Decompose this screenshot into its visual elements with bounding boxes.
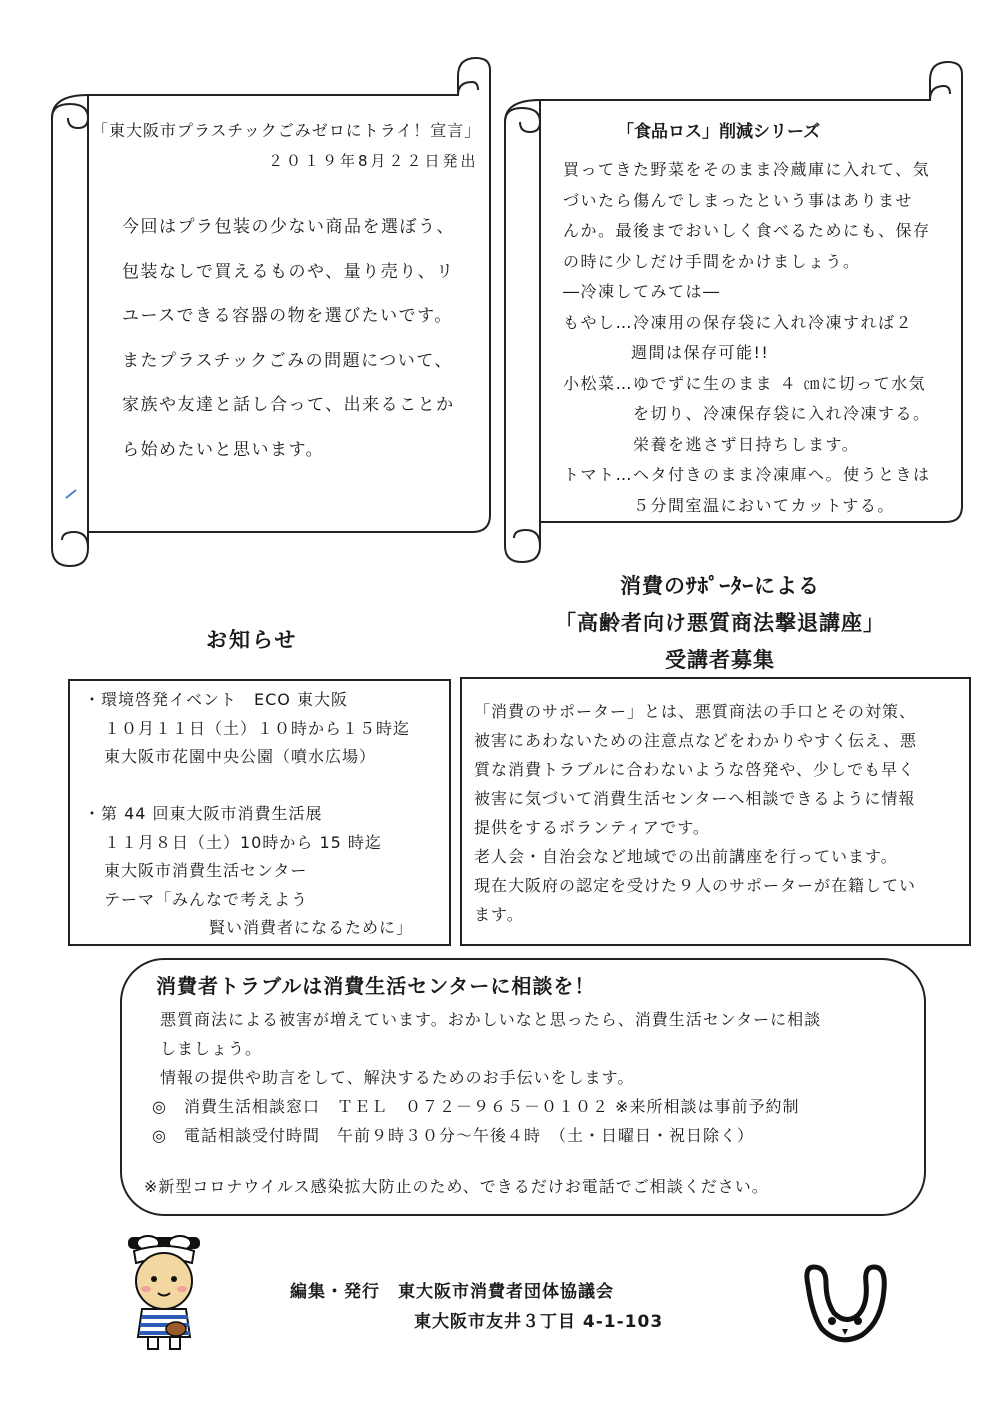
food-item-tomato-cont: ５分間室温においてカットする。 — [633, 495, 895, 515]
seminar-heading — [520, 568, 920, 679]
declaration-line: 包装なしで買えるものや、量り売り、リ — [122, 261, 455, 282]
declaration-line: またプラスチックごみの問題について、 — [122, 350, 453, 371]
event-eco-time: １０月１１日（土）１０時から１５時迄 — [104, 718, 411, 738]
event-exhibit-name: ・第 44 回東大阪市消費生活展 — [84, 804, 323, 823]
consult-content — [152, 1005, 822, 1150]
food-item-tomato: トマト…ヘタ付きのまま冷凍庫へ。使うときは — [563, 465, 931, 484]
notice-heading: お知らせ — [206, 628, 298, 652]
seminar-heading-line: 「高齢者向け悪質商法撃退講座」 — [555, 611, 885, 635]
seminar-line: 質な消費トラブルに合わないような啓発や、少しでも早く — [474, 760, 916, 779]
event-exhibit-time: １１月８日（土）10時から 15 時迄 — [104, 832, 382, 852]
event-exhibit-place: 東大阪市消費生活センター — [104, 861, 308, 880]
declaration-title: 「東大阪市プラスチックごみゼロにトライ！宣言」 — [92, 121, 482, 140]
seminar-line: 現在大阪府の認定を受けた９人のサポーターが在籍してい — [474, 876, 917, 895]
seminar-heading-line: 受講者募集 — [665, 648, 775, 672]
seminar-line: ます。 — [474, 905, 524, 924]
food-loss-body — [563, 155, 931, 521]
food-loss-subheading: ―冷凍してみては― — [563, 282, 721, 301]
horseshoe-logo-icon — [800, 1255, 890, 1345]
mascot-illustration — [112, 1233, 216, 1353]
consult-line: 情報の提供や助言をして、解決するためのお手伝いをします。 — [160, 1068, 635, 1087]
declaration-date: ２０１９年8月２２日発出 — [268, 152, 479, 170]
declaration-line: 今回はプラ包装の少ない商品を選ぼう、 — [122, 217, 455, 237]
notice-spacer — [84, 772, 413, 801]
declaration-line: 家族や友達と話し合って、出来ることか — [122, 395, 455, 415]
seminar-heading-line: 消費のｻﾎﾟｰﾀｰによる — [620, 574, 820, 598]
event-exhibit-theme-cont: 賢い消費者になるために」 — [209, 918, 414, 937]
declaration-line: ユースできる容器の物を選びたいです。 — [122, 306, 453, 326]
seminar-content — [474, 697, 917, 929]
food-item-komatsuna: 小松菜…ゆでずに生のまま ４ ㎝に切って水気 — [563, 373, 927, 393]
food-loss-intro-line: の時に少しだけ手間をかけましょう。 — [563, 251, 861, 271]
declaration-line: ら始めたいと思います。 — [122, 439, 325, 460]
seminar-line: 被害にあわないための注意点などをわかりやすく伝え、悪 — [474, 731, 917, 750]
food-loss-intro-line: 買ってきた野菜をそのまま冷蔵庫に入れて、気 — [563, 160, 931, 179]
food-item-moyashi: もやし…冷凍用の保存袋に入れ冷凍すれば２ — [563, 312, 914, 332]
seminar-line: 「消費のサポーター」とは、悪質商法の手口とその対策、 — [474, 702, 917, 721]
food-item-komatsuna-cont: を切り、冷凍保存袋に入れ冷凍する。 — [633, 404, 931, 423]
consult-line: 悪質商法による被害が増えています。おかしいなと思ったら、消費生活センターに相談 — [160, 1010, 822, 1029]
address-line: 東大阪市友井３丁目 4-1-103 — [414, 1312, 664, 1332]
seminar-line: 提供をするボランティアです。 — [474, 818, 710, 837]
food-item-moyashi-cont: 週間は保存可能!! — [631, 343, 770, 362]
consult-title: 消費者トラブルは消費生活センターに相談を！ — [156, 974, 596, 998]
event-eco-name: ・環境啓発イベント ECO 東大阪 — [84, 690, 348, 709]
seminar-line: 老人会・自治会など地域での出前講座を行っています。 — [474, 847, 898, 866]
food-loss-title: 「食品ロス」削減シリーズ — [617, 122, 821, 142]
consult-note: ※新型コロナウイルス感染拡大防止のため、できるだけお電話でご相談ください。 — [144, 1177, 769, 1196]
declaration-body — [122, 205, 482, 472]
event-exhibit-theme: テーマ「みんなで考えよう — [104, 889, 309, 909]
consult-hours-line: ◎ 電話相談受付時間 午前９時３０分～午後４時 （土・日曜日・祝日除く） — [152, 1126, 754, 1145]
food-loss-intro-line: んか。最後までおいしく食べるためにも、保存 — [563, 221, 931, 240]
notice-content — [84, 686, 413, 943]
consult-phone-line: ◎ 消費生活相談窓口 ＴＥＬ ０７２－９６５－０１０２ ※来所相談は事前予約制 — [152, 1097, 800, 1116]
publisher-line: 編集・発行 東大阪市消費者団体協議会 — [290, 1282, 614, 1302]
consult-line: しましょう。 — [160, 1039, 263, 1058]
food-loss-intro-line: づいたら傷んでしまったという事はありませ — [563, 190, 914, 210]
seminar-line: 被害に気づいて消費生活センターへ相談できるように情報 — [474, 789, 916, 808]
food-item-komatsuna-cont: 栄養を逃さず日持ちします。 — [633, 434, 860, 454]
event-eco-place: 東大阪市花園中央公園（噴水広場） — [104, 747, 377, 766]
